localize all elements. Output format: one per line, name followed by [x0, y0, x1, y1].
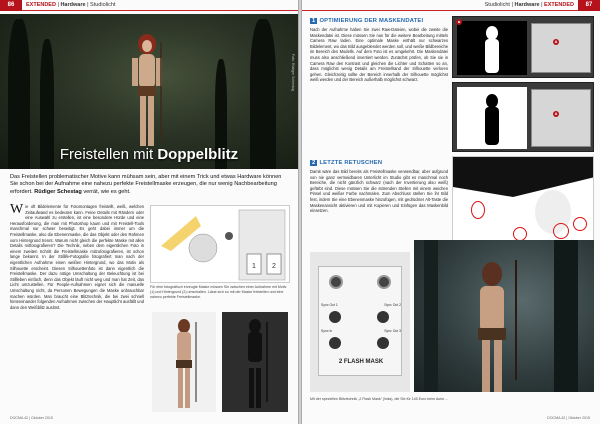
retouch-screenshot — [452, 156, 594, 246]
left-page — [0, 0, 298, 424]
breadcrumb-section: EXTENDED — [544, 2, 574, 8]
drop-cap: W — [10, 204, 24, 217]
body-column-1: Wie oft Bildelemente für Fotomontagen freistellt, weiß, welchen Zeitaufwand es bedeuten kann. Feine Details mit Rändern oder eine Auswahl zu erstellen, ist eine besondere Hürde und eine Herausforderung, die man mit Photoshop kaum und mit Freistell-Tools manchmal nur schwer beseitigt. Es geht dabei immer um die Freistellmaske, also die Ebenenmaske, die das Objekt oder den Rahmen vom Hintergrund trennt. Warum nicht gleich die perfekte Maske mit allen Details mitfotografieren? Die Technik, neben dem eigentlichen Foto in einem zweiten Schritt die Freistellmaske mitzufotografieren, ist schon lange bekannt. In der Stillife-Fotografie fotografiert man nach der eigentlichen Aufnahme einen weißen Hintergrund, wo das Motiv als Silhouette erscheint. Diesen Silhouettenfoto ist dann eigentlich die Freistellmaske. Der dazu nötige Umschaltung der Beleuchtung ist bei Stillleben einfach, denn das Objekt läuft nicht weg und man hat Zeit, das Licht umzustellen. Für People-Aufnahmen eignet sich die manuelle Umschaltung nicht, da Personen Bewegungen die Maske unbrauchbar machen würden. Man braucht eine Blitztechnik, die bei zwei schnell hintereinander folgenden Aufnahmen zwischen der Hauptlicht ausfällt und dann den Weißblitz auslöst. — [10, 204, 144, 310]
diagram-caption: Für eine fotografisch erzeugte Maske müssen Sie zwischen einer Aufnahme mit Motiv (1) und Hintergrund (2) umschalten. Lässt sich so mit der Maske freistellen und eine nahezu perfekte Freistellmaske. — [150, 285, 287, 299]
port-label-sync-in: Sync In — [321, 329, 333, 333]
lighting-diagram — [150, 205, 290, 283]
studio-photo-foreground — [152, 312, 216, 412]
breadcrumb-category: Hardware — [60, 2, 86, 8]
studio-photo-mask — [222, 312, 288, 412]
page-number: 86 — [0, 0, 22, 11]
flash-caption: Mit der speziellen Blitztechnik „2 Flash Mask“ (links), die Sie für 145 Euro beim Autor ... — [310, 397, 449, 401]
left-page-header — [0, 0, 298, 11]
flash-mask-device-photo — [310, 252, 410, 392]
page-number: 87 — [578, 0, 600, 11]
left-footer: DOCMA 42 | Oktober 2015 — [10, 416, 53, 420]
breadcrumb-topic: Studiolicht — [484, 2, 510, 8]
port-label-sync-out-1: Sync Out 1 — [321, 303, 338, 307]
right-footer: DOCMA 42 | Oktober 2015 — [547, 416, 590, 420]
article-title: Freistellen mit Doppelblitz — [59, 146, 239, 163]
warrior-figure — [128, 32, 166, 152]
breadcrumb-category: Hardware — [514, 2, 540, 8]
right-page — [302, 0, 600, 424]
diagram-label-2: 2 — [272, 263, 276, 270]
lead-paragraph: Das Freistellen problematischer Motive kann mühsam sein, aber mit einem Trick und etwas Hardware können Sie schon bei der Aufnahme eine nahezu perfekte Freistellmaske erzeugen, die nur wenig Nachbearbeitung erfordert. Rüdiger Schestag verrät, wie es geht. — [10, 174, 282, 195]
section-2-text: Damit wäre das Bild bereits als Freistellmaske verwendbar, aber aufgrund von nie ganz vermeidbaren Unterlicht im Studio gibt es manchmal noch Bereiche, die nicht gänzlich schwarz (nach der Invertierung also weiß) gefärbt sind. Diese müssen Sie die störenden Stellen mit einem weichen Pinsel und weißer Farbe nachmalen. Zum Abschluss stellen Sie ihr Bild fest, indem Sie eine Ebenenmaske hinzufügen, mit gedrückter Alt-Taste die Maskenansicht aktivieren und mit Kopieren und Einfügen das Maskenbild einsetzen. — [310, 169, 448, 214]
breadcrumb-section: EXTENDED — [26, 2, 56, 8]
diagram-label-1: 1 — [252, 263, 256, 270]
section-1-heading: 1 OPTIMIERUNG DER MASKENDATEI — [312, 18, 424, 24]
right-page-header — [302, 0, 600, 11]
breadcrumb: Studiolicht | Hardware | EXTENDED — [484, 2, 574, 8]
section-1-text: Nach der Aufnahme haben Sie zwei Raw-Dateien, wobei die zweite die Maskendatei ist. Diese müssen Sie nun für die weitere Bearbeitung mittels Camera Raw laden. Eine optimale Maske enthält nur schwarzes Bildelement, wo das Bild ausgeblendet werden soll, und weiße Bildbereiche im Bereich des Modells. Auf dem Foto ist es umgekehrt. Die Maskendatei muss also anschließend invertiert werden. Zunächst prüfen, ob Sie sie in Camera Raw den Kontrast und gleichen die Lichter und Schatten so an, dass möglichst wenig Details am Freistellrand der Silhouette verloren gehen. Gleichzeitig sollte der Bereich innerhalb der Silhouette möglichst weiß werden und der Bereich außerhalb möglichst schwarz. — [310, 27, 448, 83]
camera-raw-screenshot-1: a A — [452, 16, 594, 78]
port-label-sync-out-2: Sync Out 2 — [384, 303, 401, 307]
device-name: 2 FLASH MASK — [338, 359, 384, 365]
section-2-heading: 2 LETZTE RETUSCHEN — [312, 160, 383, 166]
camera-raw-screenshot-2: A — [452, 82, 594, 152]
breadcrumb-topic: Studiolicht — [90, 2, 116, 8]
article-title-bold: Doppelblitz — [157, 146, 239, 163]
port-label-sync-out-3: Sync Out 3 — [384, 329, 401, 333]
breadcrumb: EXTENDED | Hardware | Studiolicht — [26, 2, 116, 8]
hero-image — [0, 14, 298, 169]
flash-mask-device — [318, 266, 402, 376]
author-name: Rüdiger Schestag — [34, 188, 82, 195]
photo-credit: Foto: Rüdiger Schestag — [291, 54, 295, 91]
final-composite-photo — [414, 240, 594, 392]
